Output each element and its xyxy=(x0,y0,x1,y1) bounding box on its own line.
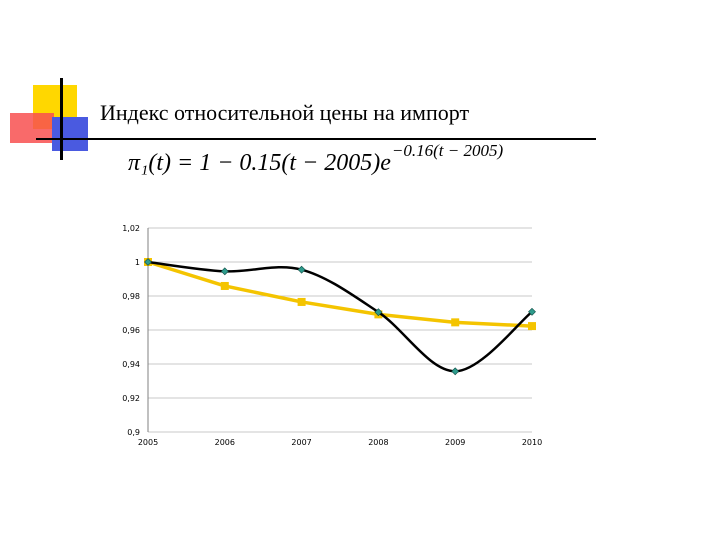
data-point xyxy=(298,266,305,273)
x-tick-label: 2009 xyxy=(445,438,466,447)
x-tick-label: 2007 xyxy=(291,438,312,447)
x-tick-label: 2005 xyxy=(137,438,159,447)
y-tick-label: 0,94 xyxy=(122,360,140,369)
x-tick-label: 2006 xyxy=(214,438,235,447)
data-point xyxy=(221,268,228,275)
y-tick-label: 0,9 xyxy=(127,428,140,437)
data-point xyxy=(451,318,459,326)
data-point xyxy=(221,282,229,290)
data-point xyxy=(298,298,306,306)
data-point xyxy=(452,368,459,375)
formula-main: π₁(t) = 1 − 0.15(t − 2005)e xyxy=(128,150,391,176)
formula-exponent: −0.16(t − 2005) xyxy=(391,141,504,160)
data-point xyxy=(528,322,536,330)
y-tick-label: 0,96 xyxy=(122,326,140,335)
y-tick-label: 1,02 xyxy=(122,224,140,233)
x-tick-label: 2008 xyxy=(368,438,389,447)
slide-title: Индекс относительной цены на импорт xyxy=(100,100,470,125)
series-line xyxy=(148,262,532,326)
y-tick-label: 0,98 xyxy=(122,292,140,301)
y-tick-label: 1 xyxy=(134,258,140,267)
x-tick-label: 2010 xyxy=(521,438,543,447)
y-tick-label: 0,92 xyxy=(122,394,140,403)
